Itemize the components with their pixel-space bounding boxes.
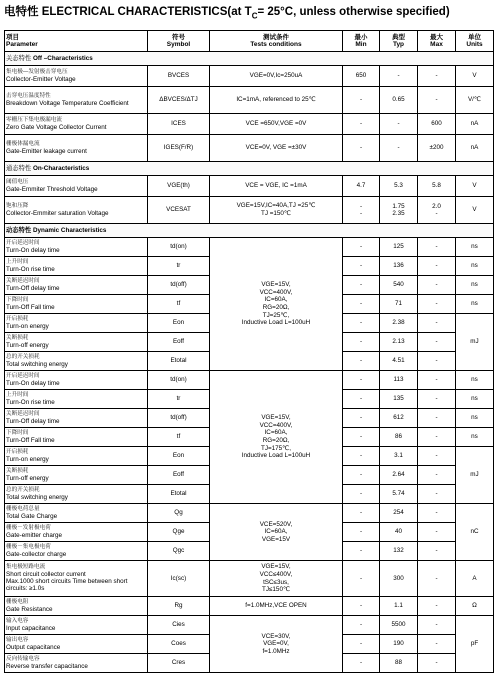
section-dynamic: 动态特性 Dynamic Characteristics [5, 224, 494, 238]
table-row: 栅极－集电极电荷 Gate-collector charge Qgc - 132 - [5, 542, 494, 561]
table-row: 关断延迟时间 Turn-Off delay time td(off) - 612 - ns [5, 409, 494, 428]
table-row: 开启延迟时间 Turn-On delay time td(on) VGE=15V, VCC=400V, IC=60A, RG=20Ω, TJ=25℃, Inductive Load L=100uH - 125 - ns [5, 238, 494, 257]
table-row: 开启损耗 Turn-on energy Eon - 2.38 - mJ [5, 314, 494, 333]
header-symbol: 符号 Symbol [148, 31, 210, 52]
table-row: 总的开关损耗 Total switching energy Etotal - 4.51 - [5, 352, 494, 371]
electrical-characteristics-table [4, 30, 494, 673]
table-row: 下降时间 Turn-Off Fall time tf - 71 - ns [5, 295, 494, 314]
table-row: 饱和压降 Collector-Emmiter saturation Voltage VCESAT VGE=15V,IC=40A,TJ =25℃ TJ =150℃ - - 1.75 2.35 2.0 - V [5, 197, 494, 224]
table-row: 上升时间 Turn-On rise time tr - 135 - ns [5, 390, 494, 409]
table-row: 栅极电荷总量 Total Gate Charge Qg VCE=520V, IC=60A, VGE=15V - 254 - nC [5, 504, 494, 523]
table-row: 集电极—发射极击穿电压 Collector-Emitter Voltage BVCES VGE=0V,Ic=250uA 650 - - V [5, 66, 494, 87]
table-row: 栅极电阻 Gate Resistance Rg f=1.0MHz,VCE OPEN - 1.1 - Ω [5, 597, 494, 616]
table-row: 反向传输电容 Reverse transfer capacitance Cres - 88 - [5, 654, 494, 673]
table-row: 输出电容 Output capacitance Coes - 190 - [5, 635, 494, 654]
header-max: 最大 Max [418, 31, 456, 52]
table-row: 关断延迟时间 Turn-Off delay time td(off) - 540 - ns [5, 276, 494, 295]
table-row: 总的开关损耗 Total switching energy Etotal - 5.74 - [5, 485, 494, 504]
capacitance-conditions: VCE=30V, VGE=0V, f=1.0MHz [210, 616, 343, 673]
table-row: 上升时间 Turn-On rise time tr - 136 - ns [5, 257, 494, 276]
section-off: 关态特性 Off –Characteristics [5, 52, 494, 66]
table-row: 零栅压下集电极漏电流 Zero Gate Voltage Collector Current ICES VCE =650V,VGE =0V - - 600 nA [5, 114, 494, 135]
table-row: 阈值电压 Gate-Emmiter Threshold Voltage VGE(th) VCE = VGE, IC =1mA 4.7 5.3 5.8 V [5, 176, 494, 197]
header-row [5, 31, 494, 52]
table-row: 下降时间 Turn-Off Fall time tf - 86 - ns [5, 428, 494, 447]
table-row: 开启损耗 Turn-on energy Eon - 3.1 - mJ [5, 447, 494, 466]
page-title: 电特性 ELECTRICAL CHARACTERISTICS(at $T_C= 25^\circ C$, unless otherwise specified) [4, 6, 450, 21]
table-row: 开启延迟时间 Turn-On delay time td(on) VGE=15V, VCC=400V, IC=60A, RG=20Ω, TJ=175℃, Inductive Load L=100uH - 113 - ns [5, 371, 494, 390]
group1-conditions: VGE=15V, VCC=400V, IC=60A, RG=20Ω, TJ=25℃, Inductive Load L=100uH [210, 238, 343, 371]
table-row: 栅极体漏电流 Gate-Emitter leakage current IGES(F/R) VCE=0V, VGE =±30V - - ±200 nA [5, 135, 494, 162]
gate-charge-conditions: VCE=520V, IC=60A, VGE=15V [210, 504, 343, 561]
group2-conditions: VGE=15V, VCC=400V, IC=60A, RG=20Ω, TJ=175℃, Inductive Load L=100uH [210, 371, 343, 504]
header-typ: 典型 Typ [380, 31, 418, 52]
table-row: 关断损耗 Turn-off energy Eoff - 2.64 - [5, 466, 494, 485]
header-conditions: 测试条件 Tests conditions [210, 31, 343, 52]
header-units: 单位 Units [456, 31, 494, 52]
table-row: 关断损耗 Turn-off energy Eoff - 2.13 - [5, 333, 494, 352]
header-parameter: 项目 Parameter [5, 31, 148, 52]
table-row: 栅极－发射极电荷 Gate-emitter charge Qge - 40 - [5, 523, 494, 542]
table-row: 击穿电压温度特性 Breakdown Voltage Temperature Coefficient ΔBVCES/ΔTJ IC=1mA, referenced to 25℃ - 0.65 - V/℃ [5, 87, 494, 114]
table-row: 输入电容 Input capacitance Cies VCE=30V, VGE=0V, f=1.0MHz - 5500 - pF [5, 616, 494, 635]
section-on: 通态特性 On-Characteristics [5, 162, 494, 176]
header-min: 最小 Min [343, 31, 380, 52]
table-row: 集电极短路电流 Short circuit collector current Max.1000 short circuits Time between short circuits: ≥1.0s Ic(sc) VGE=15V, VCC≤400V, tSC≤3us, TJ≤150℃ - 300 - A [5, 561, 494, 597]
